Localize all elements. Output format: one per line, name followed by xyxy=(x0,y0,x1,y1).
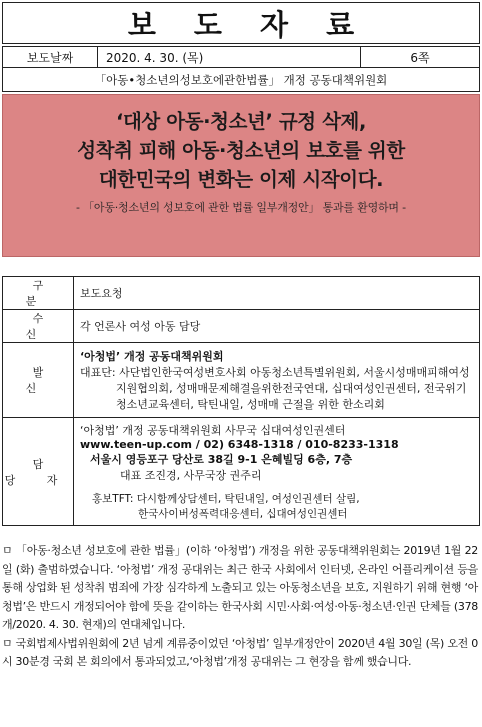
sender-cell xyxy=(74,343,480,418)
date-label: 보도날짜 xyxy=(3,47,98,68)
headline-subtitle: - 「아동·청소년의 성보호에 관한 법률 일부개정안」 통과를 환영하며 - xyxy=(76,201,406,214)
category-value: 보도요청 xyxy=(74,277,480,310)
sender-label: 발 신 xyxy=(3,343,74,418)
contact-web: www.teen-up.com / 02) 6348-1318 / 010-8233-1318 xyxy=(80,438,399,451)
headline-line-3: 대한민국의 변화는 이제 시작이다. xyxy=(98,168,384,191)
sender-reps-line-1: 대표단: 사단법인한국여성변호사회 아동청소년특별위원회, 서울시성매매피해여성 xyxy=(80,366,470,379)
recipient-label: 수 신 xyxy=(3,310,74,343)
body-paragraph-1: ㅁ 「아동·청소년 성보호에 관한 법률」(이하 ‘아청법’) 개정을 위한 공동대책위원회는 2019년 1월 22일 (화) 출범하였습니다. ‘아청법’ 개정 공대위는 최근 한국 사회에서 인터넷, 온라인 어플리케이션 등을 통해 상업화 된 성착취 범죄에 가장 심각하게 노출되고 있는 아동청소년을 보호, 지원하기 위해 현행 ‘아청법’은 반드시 개정되어야 함에 뜻을 같이하는 한국사회 시민·사회·여성·아동·청소년·인권 단체들 (378개/2020. 4. 30. 현재)의 연대체입니다. xyxy=(2,544,478,631)
contact-people: 대표 조진경, 사무국장 권주리 xyxy=(120,469,262,482)
sender-reps-line-2: 지원협의회, 성매매문제해결을위한전국연대, 십대여성인권센터, 전국위기 xyxy=(116,382,467,395)
page-count: 6쪽 xyxy=(361,47,480,68)
press-release-title-box xyxy=(2,2,480,44)
headline-line-2: 성착취 피해 아동·청소년의 보호를 위한 xyxy=(77,139,405,162)
contact-office: ‘아청법’ 개정 공동대책위원회 사무국 십대여성인권센터 xyxy=(80,424,346,437)
sender-reps-line-3: 청소년교육센터, 탁틴내일, 성매매 근절을 위한 한소리회 xyxy=(116,398,385,411)
recipient-value: 각 언론사 여성 아동 담당 xyxy=(74,310,480,343)
info-table xyxy=(2,276,480,526)
headline-line-1: ‘대상 아동·청소년’ 규정 삭제, xyxy=(115,110,366,133)
contact-pr-line-1: 홍보TFT: 다시함께상담센터, 탁틴내일, 여성인권센터 살림, xyxy=(92,493,360,505)
document-title: 보 도 자 료 xyxy=(127,7,369,42)
meta-table xyxy=(2,46,480,68)
contact-address: 서울시 영등포구 당산로 38길 9-1 은혜빌딩 6층, 7층 xyxy=(90,453,353,466)
contact-pr-line-2: 한국사이버성폭력대응센터, 십대여성인권센터 xyxy=(138,508,348,520)
body-text xyxy=(2,542,480,672)
contact-cell xyxy=(74,418,480,526)
body-paragraph-2: ㅁ 국회법제사법위원회에 2년 넘게 계류중이었던 ‘아청법’ 일부개정안이 2020년 4월 30일 (목) 오전 0시 30분경 국회 본 회의에서 통과되었고,‘아청법’개정 공대위는 그 현장을 함께 했습니다. xyxy=(2,636,478,668)
contact-label: 담 당 자 xyxy=(3,418,74,526)
press-release-page xyxy=(2,2,480,672)
committee-name: 「아동•청소년의성보호에관한법률」 개정 공동대책위원회 xyxy=(2,68,480,92)
date-value: 2020. 4. 30. (목) xyxy=(98,47,361,68)
category-label: 구 분 xyxy=(3,277,74,310)
sender-org: ‘아청법’ 개정 공동대책위원회 xyxy=(80,350,224,363)
headline-box xyxy=(2,94,480,257)
